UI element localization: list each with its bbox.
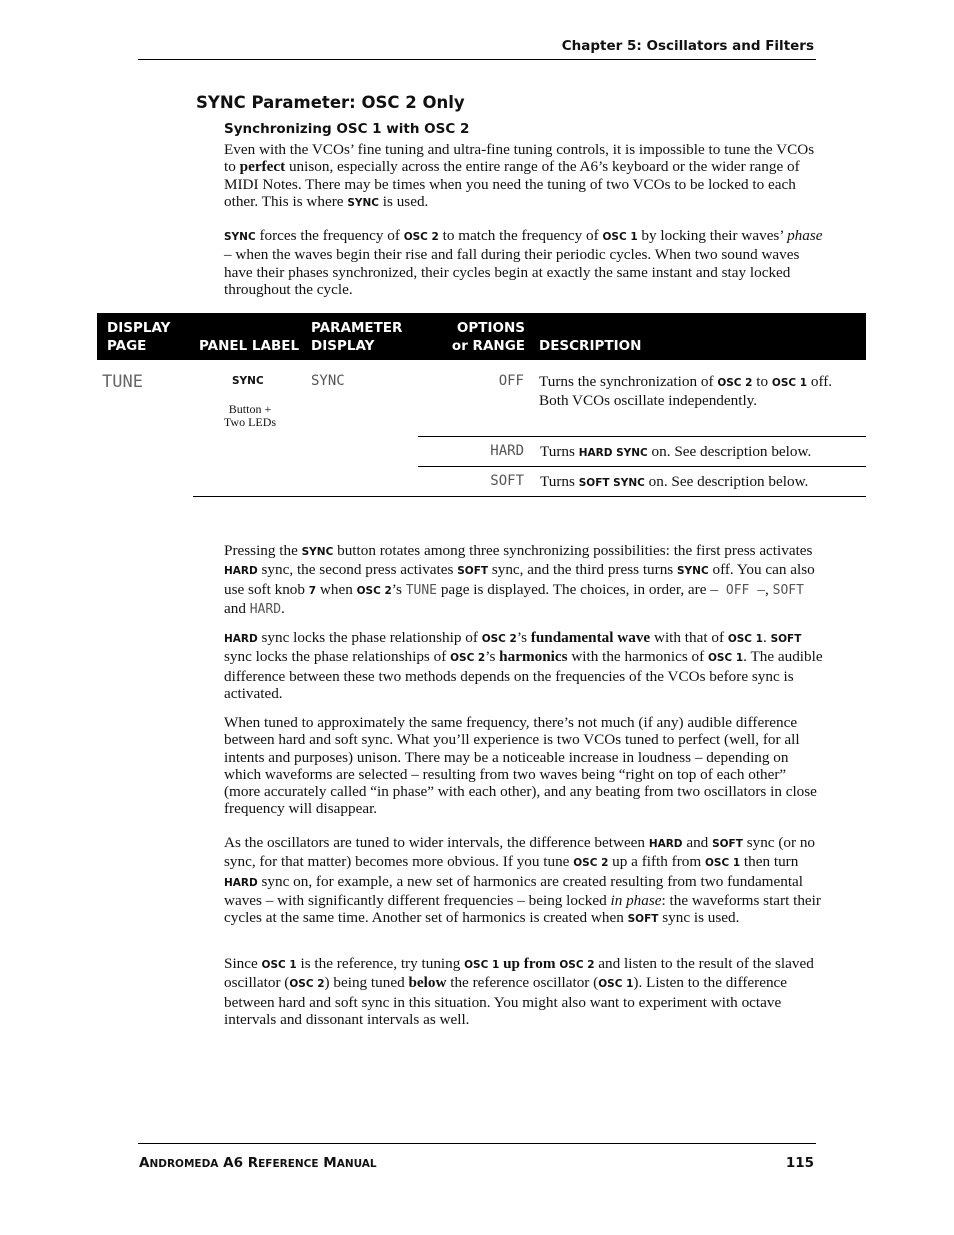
description-off: Turns the synchronization of OSC 2 to OSC 1 off. Both VCOs oscillate independently.: [539, 373, 833, 410]
option-off: OFF: [498, 373, 524, 389]
intro-paragraph-1: Even with the VCOs’ fine tuning and ultra-fine tuning controls, it is impossible to tune the VCOs to perfect unison, especially across the entire range of the A6’s keyboard or the wider range of MIDI Notes. There may be times when you need the tuning of two VCOs to be locked to each other. This is where SYNC is used.: [224, 141, 815, 210]
page-number: 115: [785, 1155, 814, 1171]
paragraph-hard-soft: HARD sync locks the phase relationship of OSC 2’s fundamental wave with that of OSC 1. SOFT sync locks the phase relationships of OSC 2’s harmonics with the harmonics of OSC 1. The audible difference between these two methods depends on the frequencies of the VCOs before sync is activated.: [224, 629, 823, 702]
description-soft: Turns SOFT SYNC on. See description below.: [540, 473, 809, 490]
col-description: DESCRIPTION: [539, 338, 642, 354]
paragraph-same-frequency: When tuned to approximately the same frequency, there’s not much (if any) audible difference between hard and soft sync. What you’ll experience is two VCOs tuned to perfect (well, for all intents and purposes) unison. There may be a noticeable increase in loudness – depending on which waveforms are selected – resulting from two waves being “right on top of each other” (more accurately called “in phase” with each other), and any beating from two oscillators in close frequency will disappear.: [224, 714, 817, 818]
col-parameter-display: PARAMETER DISPLAY: [311, 320, 403, 354]
option-hard: HARD: [490, 443, 524, 459]
parameter-display-value: SYNC: [311, 373, 345, 389]
row-divider: [418, 436, 866, 437]
paragraph-wider-intervals: As the oscillators are tuned to wider intervals, the difference between HARD and SOFT sync (or no sync, for that matter) becomes more obvious. If you tune OSC 2 up a fifth from OSC 1 then turn HARD sync on, for example, a new set of harmonics are created resulting from two fundamental waves – with significantly different frequencies – being locked in phase: the waveforms start their cycles at the same time. Another set of harmonics is created when SOFT sync is used.: [224, 834, 821, 927]
col-display-page: DISPLAY PAGE: [107, 320, 171, 354]
option-soft: SOFT: [490, 473, 524, 489]
panel-label-note: Button + Two LEDs: [223, 402, 277, 429]
col-options-range: OPTIONS or RANGE: [451, 320, 525, 354]
section-title: SYNC Parameter: OSC 2 Only: [196, 93, 465, 112]
paragraph-pressing-sync: Pressing the SYNC button rotates among three synchronizing possibilities: the first press activates HARD sync, the second press activates SOFT sync, and the third press turns SYNC off. You can also use soft knob 7 when OSC 2’s TUNE page is displayed. The choices, in order, are – OFF –, SOFT and HARD.: [224, 542, 815, 617]
paragraph-reference: Since OSC 1 is the reference, try tuning OSC 1 up from OSC 2 and listen to the result of the slaved oscillator (OSC 2) being tuned below the reference oscillator (OSC 1). Listen to the difference between hard and soft sync in this situation. You might also want to experiment with octave intervals and dissonant intervals as well.: [224, 955, 814, 1028]
panel-label-value: SYNC: [232, 375, 264, 387]
manual-title: ANDROMEDA A6 REFERENCE MANUAL: [139, 1155, 377, 1171]
display-page-value: TUNE: [102, 372, 143, 392]
description-hard: Turns HARD SYNC on. See description below.: [540, 443, 812, 460]
parameter-table-header: [97, 313, 866, 360]
intro-paragraph-2: SYNC forces the frequency of OSC 2 to match the frequency of OSC 1 by locking their waves’ phase – when the waves begin their rise and fall during their periodic cycles. When two sound waves have their phases synchronized, their cycles begin at exactly the same instant and stay locked throughout the cycle.: [224, 227, 823, 298]
footer-rule: [138, 1143, 816, 1144]
subsection-title: Synchronizing OSC 1 with OSC 2: [224, 121, 470, 137]
col-panel-label: PANEL LABEL: [199, 338, 300, 354]
chapter-header: Chapter 5: Oscillators and Filters: [561, 38, 814, 54]
table-bottom-rule: [193, 496, 866, 497]
header-rule: [138, 59, 816, 60]
row-divider: [418, 466, 866, 467]
